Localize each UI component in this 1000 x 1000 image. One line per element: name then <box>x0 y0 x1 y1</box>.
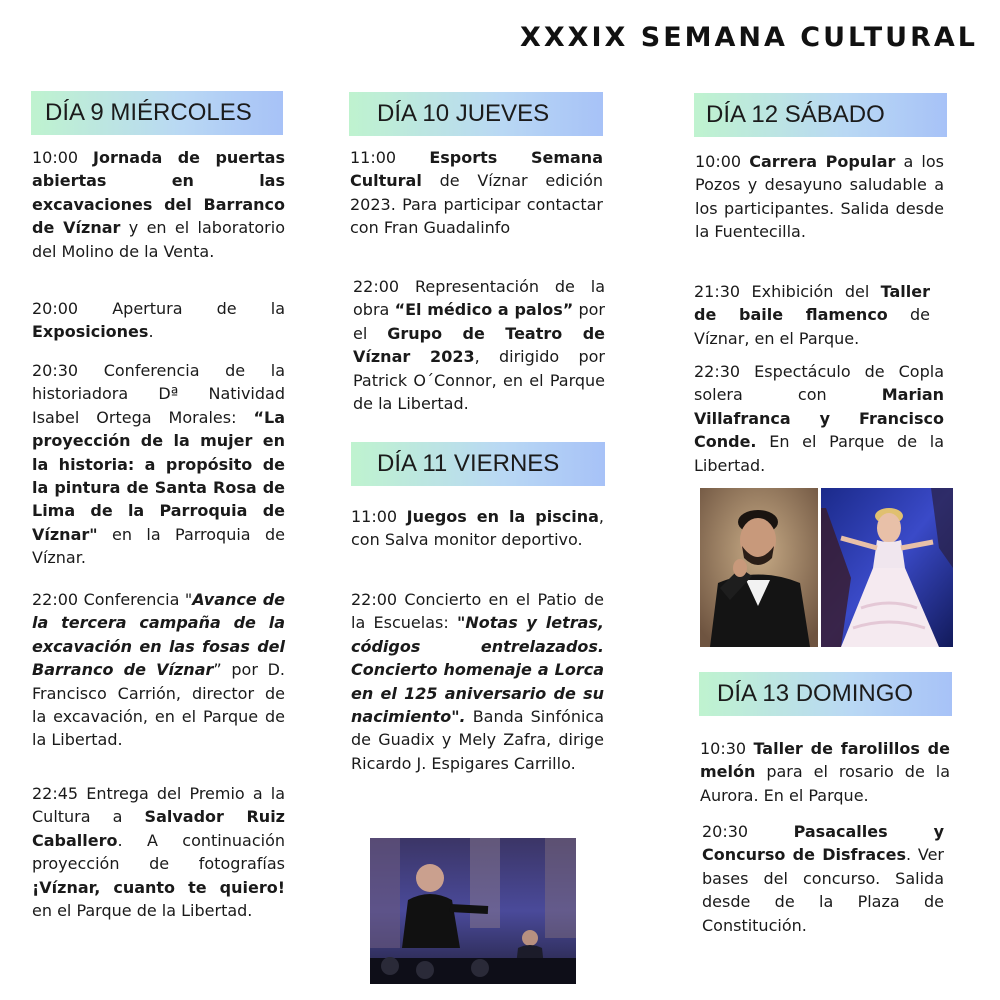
day-label: DÍA 12 SÁBADO <box>706 101 885 128</box>
day-label: DÍA 9 MIÉRCOLES <box>45 99 252 126</box>
event-d11-1: 11:00 Juegos en la piscina, con Salva monitor deportivo. <box>351 507 604 550</box>
event-d12-1: 10:00 Carrera Popular a los Pozos y desayuno saludable a los participantes. Salida desde la Fuentecilla. <box>695 152 944 242</box>
day-header-9 <box>31 91 283 135</box>
event-d13-2: 20:30 Pasacalles y Concurso de Disfraces. Ver bases del concurso. Salida desde de la Plaza de Constitución. <box>702 822 944 935</box>
concert-photo-image <box>370 838 576 984</box>
singer-man-image <box>700 488 818 647</box>
event-d12-3: 22:30 Espectáculo de Copla solera con Marian Villafranca y Francisco Conde. En el Parque de la Libertad. <box>694 362 944 475</box>
singer-woman-image <box>821 488 953 647</box>
event-d9-4: 22:00 Conferencia "Avance de la tercera campaña de la excavación en las fosas del Barranco de Víznar” por D. Francisco Carrión, director de la excavación, en el Parque de la Libertad. <box>32 590 285 750</box>
page-title: XXXIX SEMANA CULTURAL <box>520 22 978 53</box>
day-label: DÍA 13 DOMINGO <box>717 680 914 707</box>
day-header-11 <box>351 442 605 486</box>
day-label: DÍA 11 VIERNES <box>377 450 560 477</box>
event-d9-5: 22:45 Entrega del Premio a la Cultura a Salvador Ruiz Caballero. A continuación proyección de fotografías ¡Víznar, cuanto te quiero! en el Parque de la Libertad. <box>32 784 285 921</box>
event-d9-1: 10:00 Jornada de puertas abiertas en las excavaciones del Barranco de Víznar y en el laboratorio del Molino de la Venta. <box>32 148 285 261</box>
event-d11-2: 22:00 Concierto en el Patio de la Escuelas: "Notas y letras, códigos entrelazados. Concierto homenaje a Lorca en el 125 aniversario de su nacimiento". Banda Sinfónica de Guadix y Mely Zafra, dirige Ricardo J. Espigares Carrillo. <box>351 590 604 773</box>
event-d9-3: 20:30 Conferencia de la historiadora Dª Natividad Isabel Ortega Morales: “La proyección de la mujer en la historia: a propósito de la pintura de Santa Rosa de Lima de la Parroquia de Víznar" en la Parroquia de Víznar. <box>32 361 285 568</box>
event-d13-1: 10:30 Taller de farolillos de melón para el rosario de la Aurora. En el Parque. <box>700 739 950 805</box>
singer-photo-man <box>700 488 818 647</box>
day-label: DÍA 10 JUEVES <box>377 100 550 127</box>
event-d12-2: 21:30 Exhibición del Taller de baile flamenco de Víznar, en el Parque. <box>694 282 930 348</box>
singer-photo-woman <box>821 488 953 647</box>
event-d9-2: 20:00 Apertura de la Exposiciones. <box>32 299 285 342</box>
day-header-10 <box>349 92 603 136</box>
day-header-13 <box>699 672 952 716</box>
event-d10-2: 22:00 Representación de la obra “El médico a palos” por el Grupo de Teatro de Víznar 2023, dirigido por Patrick O´Connor, en el Parque de la Libertad. <box>353 277 606 414</box>
event-d10-1: 11:00 Esports Semana Cultural de Víznar edición 2023. Para participar contactar con Fran Guadalinfo <box>350 148 603 238</box>
day-header-12 <box>694 93 947 137</box>
concert-photo <box>370 838 576 984</box>
